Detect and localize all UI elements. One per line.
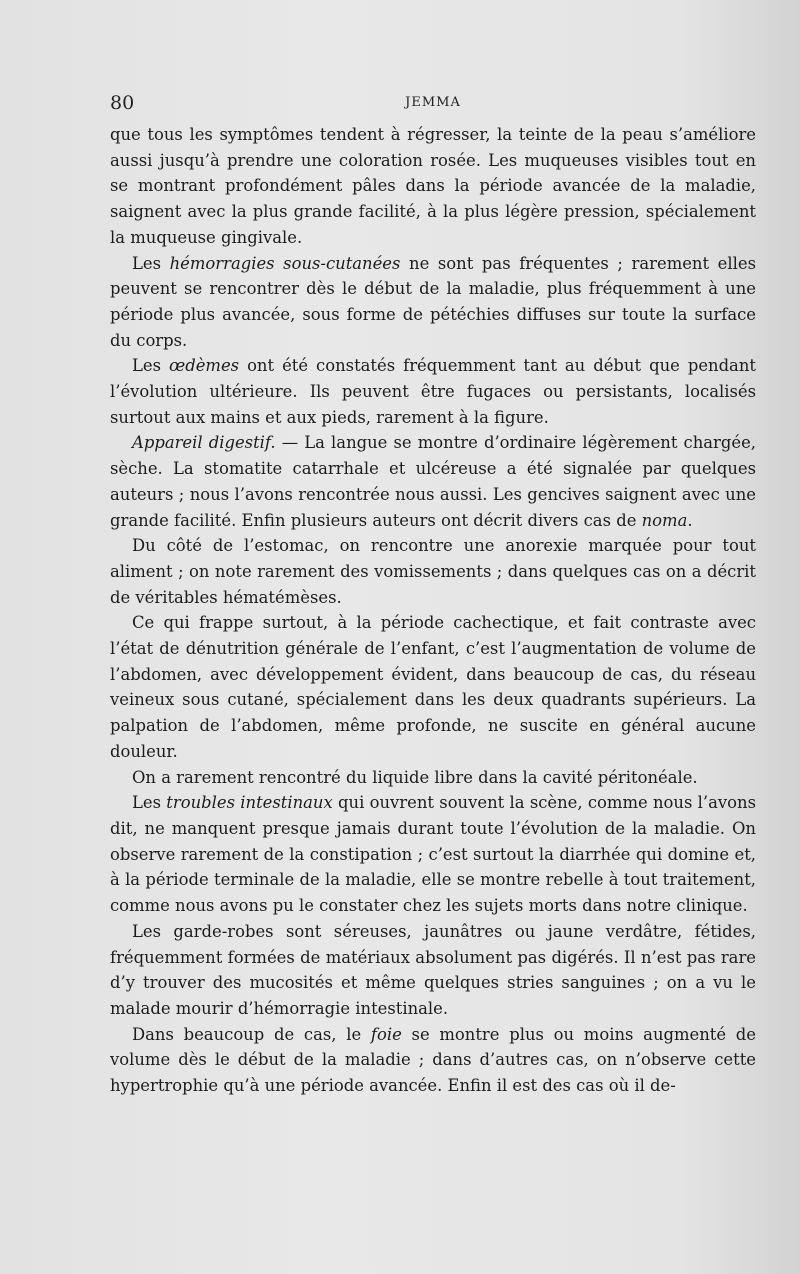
body-text	[110, 122, 756, 1099]
running-head: JEMMA	[405, 95, 461, 110]
italic-term: troubles intestinaux	[166, 793, 333, 813]
paragraph: On a rarement rencontré du liquide libre dans la cavité péritonéale.	[132, 767, 698, 787]
italic-term: hémorragies sous-cutanées	[169, 253, 401, 273]
italic-term: noma	[641, 510, 688, 530]
paragraph: que tous les symptômes tendent à régresser, la teinte de la peau s’améliore aussi jusqu’à prendre une coloration rosée. Les muqueuses visibles tout en se montrant profondément pâles dans la période avancée de la maladie, saignent avec la plus grande facilité, à la plus légère pression, spécialement la muqueuse gingivale.	[110, 125, 756, 247]
paragraph: Les œdèmes ont été constatés fréquemment tant au début que pendant l’évolution ultérieure. Ils peuvent être fugaces ou persistants, localisés surtout aux mains et aux pieds, rarement à la figure.	[110, 356, 756, 427]
paragraph: Les garde-robes sont séreuses, jaunâtres ou jaune verdâtre, fétides, fréquemment formées de matériaux absolument pas digérés. Il n’est pas rare d’y trouver des mucosités et même quelques stries sanguines ; on a vu le malade mourir d’hémorragie intestinale.	[110, 921, 756, 1018]
italic-term: foie	[370, 1024, 402, 1044]
page-header	[110, 92, 756, 118]
paragraph: Les hémorragies sous-cutanées ne sont pas fréquentes ; rarement elles peuvent se rencontrer dès le début de la maladie, plus fréquemment à une période plus avancée, sous forme de pétéchies diffuses sur toute la surface du corps.	[110, 253, 756, 350]
paragraph: Dans beaucoup de cas, le foie se montre plus ou moins augmenté de volume dès le début de la maladie ; dans d’autres cas, on n’observe cette hypertrophie qu’à une période avancée. Enfin il est des cas où il de-	[110, 1024, 757, 1096]
italic-term: œdèmes	[169, 356, 240, 376]
paragraph: Les troubles intestinaux qui ouvrent souvent la scène, comme nous l’avons dit, ne manquent presque jamais durant toute l’évolution de la maladie. On observe rarement de la constipation ; c’est surtout la diarrhée qui domine et, à la période terminale de la maladie, elle se montre rebelle à tout traitement, comme nous avons pu le constater chez les sujets morts dans notre clinique.	[110, 793, 756, 916]
section-heading: Appareil digestif.	[132, 433, 276, 453]
paragraph: Appareil digestif. — La langue se montre d’ordinaire légèrement chargée, sèche. La stomatite catarrhale et ulcéreuse a été signalée par quelques auteurs ; nous l’avons rencontrée nous aussi. Les gencives saignent avec une grande facilité. Enfin plusieurs auteurs ont décrit divers cas de noma.	[110, 433, 756, 530]
paragraph: Ce qui frappe surtout, à la période cachectique, et fait contraste avec l’état de dénutrition générale de l’enfant, c’est l’augmentation de volume de l’abdomen, avec développement évident, dans beaucoup de cas, du réseau veineux sous cutané, spécialement dans les deux quadrants supérieurs. La palpation de l’abdomen, même profonde, ne suscite en général aucune douleur.	[110, 613, 756, 761]
paragraph: Du côté de l’estomac, on rencontre une anorexie marquée pour tout aliment ; on note rarement des vomissements ; dans quelques cas on a décrit de véritables hématémèses.	[110, 536, 756, 607]
page-number: 80	[110, 92, 135, 114]
